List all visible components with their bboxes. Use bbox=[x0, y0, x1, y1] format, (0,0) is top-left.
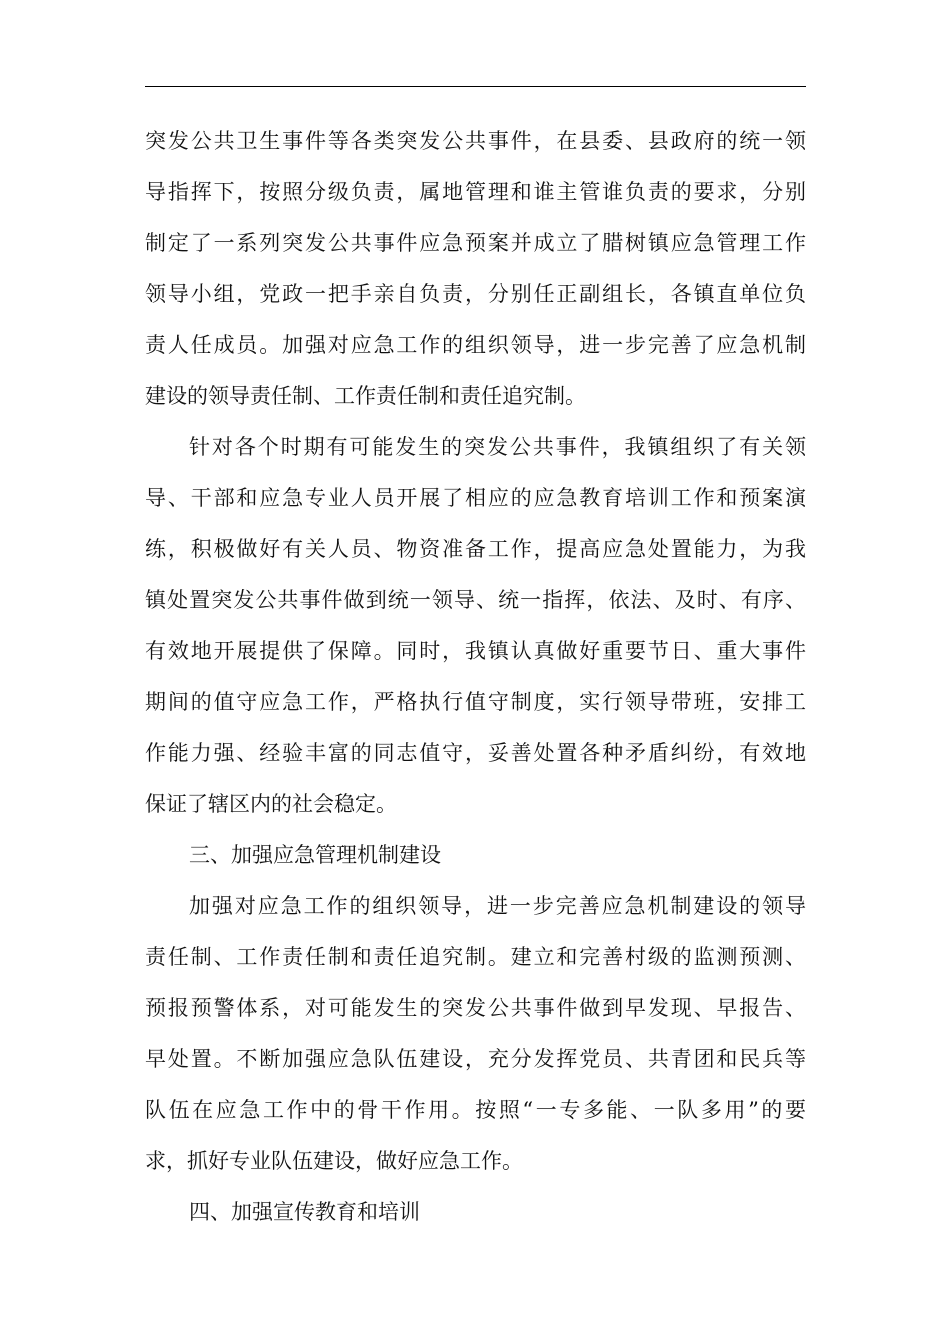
text-line: 期间的值守应急工作，严格执行值守制度，实行领导带班，安排工 bbox=[145, 690, 806, 714]
text-line: 镇处置突发公共事件做到统一领导、统一指挥，依法、及时、有序、 bbox=[145, 588, 806, 612]
section-heading bbox=[145, 830, 806, 881]
paragraph bbox=[145, 881, 806, 1187]
text-line: 练，积极做好有关人员、物资准备工作，提高应急处置能力，为我 bbox=[145, 537, 806, 561]
document-body bbox=[145, 116, 806, 1238]
text-line: 导指挥下，按照分级负责，属地管理和谁主管谁负责的要求，分别 bbox=[145, 180, 806, 204]
text-line: 责人任成员。加强对应急工作的组织领导，进一步完善了应急机制 bbox=[145, 333, 806, 357]
paragraph bbox=[145, 422, 806, 830]
text-line: 队伍在应急工作中的骨干作用。按照“一专多能、一队多用”的要 bbox=[145, 1098, 806, 1122]
text-line: 早处置。不断加强应急队伍建设，充分发挥党员、共青团和民兵等 bbox=[145, 1047, 806, 1071]
text-line: 作能力强、经验丰富的同志值守，妥善处置各种矛盾纠纷，有效地 bbox=[145, 741, 806, 765]
text-line: 有效地开展提供了保障。同时，我镇认真做好重要节日、重大事件 bbox=[145, 639, 806, 663]
text-line: 责任制、工作责任制和责任追究制。建立和完善村级的监测预测、 bbox=[145, 945, 806, 969]
text-line: 导、干部和应急专业人员开展了相应的应急教育培训工作和预案演 bbox=[145, 486, 806, 510]
text-line: 突发公共卫生事件等各类突发公共事件，在县委、县政府的统一领 bbox=[145, 129, 806, 153]
paragraph bbox=[145, 116, 806, 422]
section-heading-text: 四、加强宣传教育和培训 bbox=[189, 1200, 420, 1224]
section-heading bbox=[145, 1187, 806, 1238]
header-rule bbox=[145, 86, 806, 87]
text-line: 制定了一系列突发公共事件应急预案并成立了腊树镇应急管理工作 bbox=[145, 231, 806, 255]
section-heading-text: 三、加强应急管理机制建设 bbox=[189, 843, 441, 867]
text-line: 预报预警体系，对可能发生的突发公共事件做到早发现、早报告、 bbox=[145, 996, 806, 1020]
text-line: 领导小组，党政一把手亲自负责，分别任正副组长，各镇直单位负 bbox=[145, 282, 806, 306]
text-line: 保证了辖区内的社会稳定。 bbox=[145, 792, 397, 816]
text-line: 建设的领导责任制、工作责任制和责任追究制。 bbox=[145, 384, 586, 408]
text-line: 加强对应急工作的组织领导，进一步完善应急机制建设的领导 bbox=[189, 894, 806, 918]
text-line: 针对各个时期有可能发生的突发公共事件，我镇组织了有关领 bbox=[189, 435, 806, 459]
text-line: 求，抓好专业队伍建设，做好应急工作。 bbox=[145, 1149, 523, 1173]
